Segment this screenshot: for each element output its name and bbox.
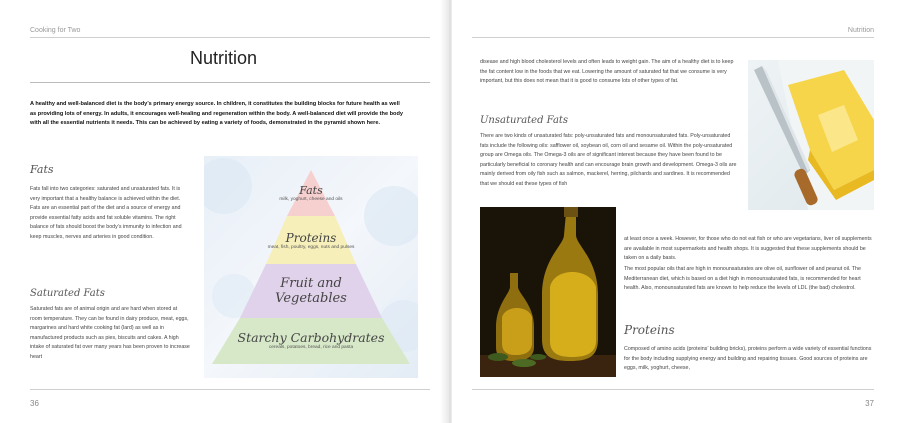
pyramid-proteins-sub: meat, fish, poultry, eggs, nuts and pulses: [267, 245, 355, 250]
left-page: [0, 0, 448, 423]
monounsaturated-paragraph: The most popular oils that are high in monounsaturates are olive oil, sunflower oil and peanut oil. The Mediterranean diet, which is based on a diet high in monounsaturated fats, is recommended for heart health. Also, monounsaturated fats are known to help reduce the levels of LDL (the bad) cholestrol.: [624, 266, 861, 292]
fats-body: Fats fall into two categories: saturated and unsaturated fats. It is very important that a healthy balance is achieved within the diet. Fats are an essential part of the diet and a source of energy and provide essential fatty acids and fat soluble vitamins. The right balance of fats should boost the body’s immunity to infection and keep muscles, nerves and arteries in good condition.: [30, 186, 182, 240]
pyramid-fruit-title-1: Fruit and: [280, 276, 342, 291]
pyramid-fats-title: Fats: [299, 184, 323, 197]
pyramid-starchy-label: [218, 330, 404, 351]
unsaturated-fats-body: There are two kinds of unsaturated fats: poly-unsaturated fats and monounsaturated fats. Poly-unsaturated fats include the following oils: safflower oil, soybean oil, corn oil and sesame oil. Within the poly-unsaturated group are Omega oils. The Omega-3 oils are of significant interest because they have been found to be particularly beneficial to coronary health and can encourage brain growth and development. Omega-3 oils are mainly derived from oily fish such as salmon, mackerel, herring, pilchards and sardines. It is recommended that we should eat these types of fish: [480, 133, 737, 187]
intro-paragraph: A healthy and well-balanced diet is the body’s primary energy source. In children, it constitutes the building blocks for future health as well as providing lots of energy. In adults, it encourages well-healing and regeneration within the body. A well-balanced diet will provide the body with all the essential nutrients it needs. This can be achieved by eating a variety of foods, demonstrated in the pyramid shown here.: [30, 101, 403, 126]
pyramid-proteins-title: Proteins: [285, 231, 337, 245]
proteins-heading: Proteins: [624, 323, 675, 337]
page-number-right: 37: [865, 399, 874, 408]
food-pyramid: [204, 156, 418, 378]
pyramid-proteins-label: [266, 231, 356, 251]
right-top-paragraph: disease and high blood cholesterol levels and often leads to weight gain. The aim of a healthy diet is to keep the fat content low in the foods that we eat. Lowering the amount of saturated fat that we consume is very important, but this does not mean that it is good to consume lots of other types of fat.: [480, 59, 734, 85]
footer-rule-right: [472, 389, 874, 390]
olive-oil-bottles-illustration: [480, 207, 616, 377]
fats-heading: Fats: [30, 163, 54, 176]
proteins-body: Composed of amino acids (proteins’ building bricks), proteins perform a wide variety of essential functions for the body including supplying energy and building and repairing tissues. Good sources of proteins are eggs, milk, yoghurt, cheese,: [624, 346, 872, 372]
unsaturated-fats-continued: at least once a week. However, for those who do not eat fish or who are vegetarians, liver oil supplements are available in most supermarkets and health shops. It is suggested that these supplements should be taken on a daily basis.: [624, 236, 872, 262]
header-rule-right: [472, 37, 874, 38]
running-head-left: Cooking for Two: [30, 27, 81, 34]
page-title: Nutrition: [190, 48, 258, 68]
header-rule-left: [30, 37, 430, 38]
pyramid-fats-label: [276, 184, 346, 203]
right-page: [452, 0, 900, 423]
pyramid-starchy-sub: cereals, potatoes, bread, rice and pasta: [268, 345, 354, 350]
pyramid-fruit-title-2: Vegetables: [275, 291, 347, 306]
butter-knife-illustration: [748, 60, 874, 210]
butter-photo: [748, 60, 874, 210]
pyramid-starchy-title: Starchy Carbohydrates: [237, 330, 385, 345]
olive-oil-photo: [480, 207, 616, 377]
unsaturated-fats-heading: Unsaturated Fats: [480, 115, 569, 126]
saturated-fats-heading: Saturated Fats: [30, 288, 105, 299]
pyramid-fruit-label: [256, 276, 366, 306]
running-head-right: Nutrition: [847, 27, 874, 34]
saturated-fats-body: Saturated fats are of animal origin and are hard when stored at room temperature. They can be found in dairy produce, meat, eggs, margarines and hard white cooking fat (lard) as well as in manufactured products such as pies, biscuits and cakes. A high intake of saturated fat over many years has been proven to increase heart: [30, 306, 190, 360]
title-rule: [30, 82, 430, 83]
footer-rule-left: [30, 389, 430, 390]
page-number-left: 36: [30, 399, 39, 408]
pyramid-fats-sub: milk, yoghurt, cheese and oils: [279, 197, 343, 202]
